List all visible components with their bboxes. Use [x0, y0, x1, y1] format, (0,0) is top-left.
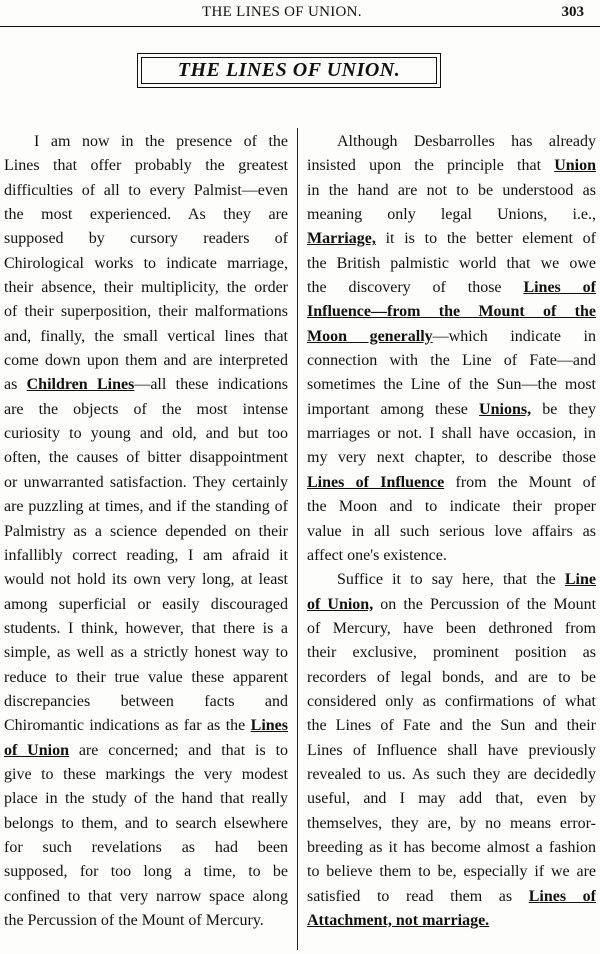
text-line [4, 130, 288, 154]
text-line [307, 544, 596, 568]
header-rule [0, 26, 600, 27]
text-run: for such revelations as had been [4, 838, 288, 856]
text-run: on the Percussion of the Mount [373, 595, 596, 613]
text-run: often, the causes of bitter disappointment [4, 449, 288, 467]
text-run: Suffice it to say here, that the [337, 571, 565, 589]
text-run: from the Mount of [444, 473, 596, 491]
text-run: the British palmistic world that we owe [307, 254, 596, 272]
key-term: Moon generally [307, 327, 433, 345]
key-term: Lines of [523, 279, 596, 297]
text-run: the discovery of those [307, 279, 524, 297]
text-line [4, 179, 288, 203]
text-run: the Lines of Fate and the Sun and their [307, 717, 596, 735]
text-line [4, 398, 288, 422]
text-run: the most experienced. As they are [4, 206, 288, 224]
key-term: Line [564, 571, 596, 589]
text-line [307, 227, 596, 251]
text-run: Although Desbarrolles has already [337, 133, 596, 150]
text-run: among superficial or easily discouraged [4, 595, 288, 613]
text-line [4, 641, 288, 665]
text-run: my very next chapter, to describe those [307, 449, 596, 467]
text-line [4, 252, 288, 276]
text-run: the Percussion of the Mount of Mercury. [4, 912, 264, 929]
text-line [4, 154, 288, 178]
text-line [4, 422, 288, 446]
text-run: discrepancies between facts and [4, 692, 288, 710]
text-run: students. I think, however, that there is a [4, 619, 288, 637]
text-run: reduce to their true value these apparent [4, 668, 288, 686]
text-line [307, 763, 596, 787]
text-line [307, 252, 596, 276]
text-line [307, 568, 596, 592]
text-line [307, 495, 596, 519]
text-run: supposed, for too long a time, to be [4, 863, 288, 881]
text-run: their exclusive, prominent position as [307, 644, 596, 662]
text-line [4, 860, 288, 884]
text-run: and, finally, the small vertical lines that [4, 327, 288, 345]
text-run: value in all such serious love affairs as [307, 522, 596, 540]
text-line [4, 885, 288, 909]
text-line [307, 666, 596, 690]
text-line [4, 446, 288, 470]
text-line [4, 909, 288, 933]
page-number: 303 [561, 4, 584, 20]
right-column [307, 130, 596, 933]
text-run: be they [531, 400, 596, 418]
text-run: —which indicate in [432, 327, 596, 345]
text-line [307, 641, 596, 665]
text-line [4, 276, 288, 300]
text-run: are puzzling at times, and if the standing of [4, 498, 288, 516]
text-line [307, 739, 596, 763]
key-term: Lines of [528, 887, 596, 905]
text-line [4, 471, 288, 495]
text-line [4, 520, 288, 544]
text-run: connection with the Line of Fate—and [307, 352, 596, 370]
text-line [4, 325, 288, 349]
text-run: Lines that offer probably the greatest [4, 157, 288, 175]
text-line [307, 325, 596, 349]
key-term: Attachment, not marriage. [307, 912, 490, 929]
text-run: affect one's existence. [307, 546, 447, 564]
text-run: I am now in the presence of the [34, 133, 288, 150]
text-line [307, 422, 596, 446]
text-run: Palmistry as a science depended on their [4, 522, 288, 540]
key-term: Union [554, 157, 596, 175]
text-run: are the objects of the most intense [4, 400, 288, 418]
text-run: belongs to them, and to search elsewhere [4, 814, 288, 832]
text-run: difficulties of all to every Palmist—even [4, 181, 288, 199]
text-run: Chiromantic indications as far as the [4, 717, 251, 735]
text-line [307, 617, 596, 641]
key-term: of Union [4, 741, 69, 759]
text-line [307, 812, 596, 836]
text-line [4, 203, 288, 227]
text-line [307, 860, 596, 884]
key-term: Marriage, [307, 230, 376, 248]
text-run: it is to the better element of [375, 230, 596, 248]
text-line [4, 690, 288, 714]
text-run: marriages or not. I shall have occasion, in [307, 425, 596, 443]
column-divider [297, 128, 298, 950]
text-line [4, 812, 288, 836]
text-line [4, 544, 288, 568]
text-line [307, 203, 596, 227]
text-run: infallibly correct reading, I am afraid it [4, 546, 288, 564]
text-run: confined to that very narrow space along [4, 887, 288, 905]
text-line [4, 617, 288, 641]
text-run: in the hand are not to be understood as [307, 181, 596, 199]
key-term: Children Lines [26, 376, 135, 394]
text-run: the Moon and to indicate their proper [307, 498, 596, 516]
text-run: of Mercury, have been dethroned from [307, 619, 596, 637]
text-line [4, 495, 288, 519]
text-line [307, 446, 596, 470]
key-term: Lines of Influence [307, 473, 445, 491]
text-line [307, 398, 596, 422]
text-run: to believe them to be, especially if we are [307, 863, 596, 881]
text-run: satisfied to read them as [307, 887, 529, 905]
text-run: place in the study of the hand that really [4, 790, 288, 808]
left-column [4, 130, 288, 933]
text-line [4, 227, 288, 251]
text-run: would not hold its own very long, at least [4, 571, 288, 589]
text-run: simple, as well as a strictly honest way to [4, 644, 288, 662]
text-run: —all these indications [134, 376, 288, 394]
text-line [307, 179, 596, 203]
text-run: considered only as confirmations of what [307, 692, 596, 710]
text-line [307, 690, 596, 714]
text-run: Chirological works to indicate marriage, [4, 254, 288, 272]
text-line [307, 373, 596, 397]
text-line [4, 300, 288, 324]
text-run: give to these markings the very modest [4, 765, 288, 783]
text-run: Lines of Influence shall have previously [307, 741, 596, 759]
text-line [307, 520, 596, 544]
chapter-title-box [137, 53, 441, 88]
text-run: of their superposition, their malformations [4, 303, 288, 321]
text-run: are concerned; and that is to [68, 741, 288, 759]
text-line [4, 349, 288, 373]
text-run: breeding as it has become almost a fashion [307, 838, 596, 856]
text-run: meaning only legal Unions, i.e., [307, 206, 596, 224]
text-line [307, 276, 596, 300]
text-line [4, 763, 288, 787]
text-run: as [4, 376, 27, 394]
text-run: their absence, their multiplicity, the order [4, 279, 288, 297]
text-line [4, 666, 288, 690]
page-header [0, 0, 600, 26]
text-line [307, 300, 596, 324]
text-line [307, 154, 596, 178]
text-run: sometimes the Line of the Sun—the most [307, 376, 596, 394]
text-line [307, 714, 596, 738]
text-run: curiosity to young and old, and but too [4, 425, 288, 443]
text-line [4, 836, 288, 860]
text-run: revealed to us. As such they are decidedly [307, 765, 596, 783]
key-term: Unions, [479, 400, 532, 418]
text-run: recorders of legal bonds, and are to be [307, 668, 596, 686]
text-line [4, 593, 288, 617]
text-line [4, 739, 288, 763]
text-line [307, 787, 596, 811]
text-line [307, 909, 596, 933]
text-line [4, 787, 288, 811]
text-line [4, 714, 288, 738]
text-line [307, 836, 596, 860]
text-run: insisted upon the principle that [307, 157, 555, 175]
running-title: THE LINES OF UNION. [202, 4, 362, 20]
text-run: come down upon them and are interpreted [4, 352, 288, 370]
text-line [307, 130, 596, 154]
text-run: themselves, they are, by no means error- [307, 814, 596, 832]
text-run: supposed by cursory readers of [4, 230, 288, 248]
text-line [307, 885, 596, 909]
key-term: of Union, [307, 595, 374, 613]
chapter-title-inner-frame [141, 57, 437, 84]
chapter-title: THE LINES OF UNION. [177, 59, 401, 81]
text-line [4, 373, 288, 397]
text-run: important among these [307, 400, 480, 418]
text-line [307, 471, 596, 495]
text-run: useful, and I may add that, even by [307, 790, 596, 808]
text-line [307, 593, 596, 617]
text-line [4, 568, 288, 592]
text-run: or unwarranted satisfaction. They certainly [4, 473, 288, 491]
key-term: Lines [250, 717, 288, 735]
key-term: Influence—from the Mount of the [307, 303, 596, 321]
text-line [307, 349, 596, 373]
